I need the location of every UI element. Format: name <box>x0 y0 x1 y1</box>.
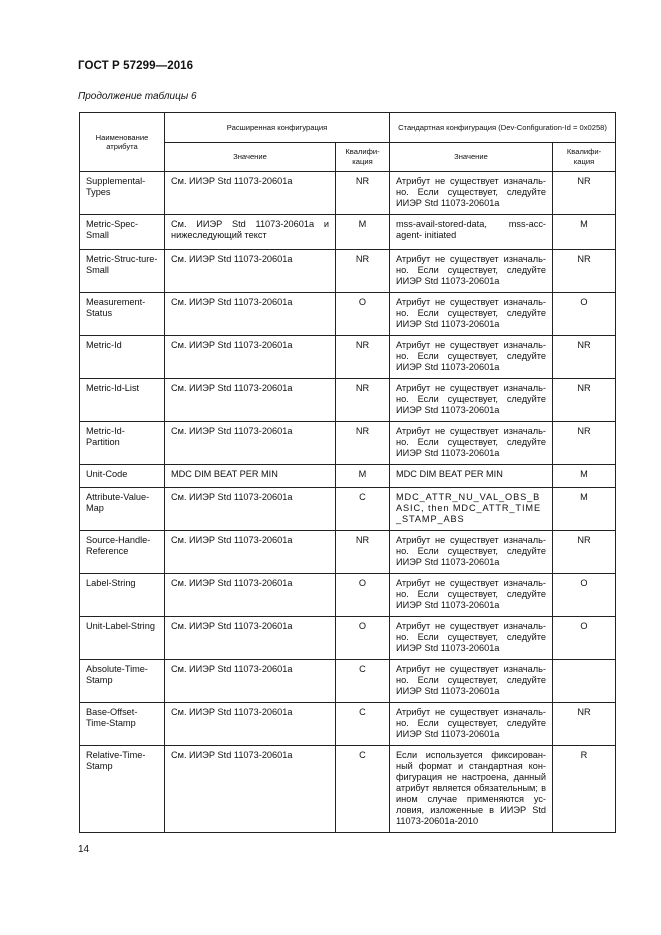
table-row <box>80 336 616 379</box>
attribute-name-cell: Metric-Id-List <box>80 379 165 422</box>
standard-qualification-cell: O <box>553 293 616 336</box>
standard-qualification-cell: NR <box>553 250 616 293</box>
table-row <box>80 465 616 488</box>
attribute-name-cell: Absolute-Time-Stamp <box>80 660 165 703</box>
standard-qualification-cell: NR <box>553 422 616 465</box>
standard-value-cell: MDC DIM BEAT PER MIN <box>390 465 553 488</box>
standard-value-cell: Атрибут не существует изначаль-но. Если существует, следуйте ИИЭР Std 11073-20601a <box>390 172 553 215</box>
attribute-name-cell: Unit-Code <box>80 465 165 488</box>
standard-qualification-cell: NR <box>553 531 616 574</box>
standard-value-cell: mss-avail-stored-data, mss-acc-agent- initiated <box>390 215 553 250</box>
extended-qualification-cell: C <box>336 703 390 746</box>
standard-value-cell: Атрибут не существует изначаль-но. Если существует, следуйте ИИЭР Std 11073-20601a <box>390 574 553 617</box>
table-row <box>80 574 616 617</box>
standard-value-cell: Атрибут не существует изначаль-но. Если существует, следуйте ИИЭР Std 11073-20601a <box>390 293 553 336</box>
extended-qualification-cell: NR <box>336 531 390 574</box>
table-continuation-caption: Продолжение таблицы 6 <box>78 91 197 102</box>
standard-qualification-cell: NR <box>553 703 616 746</box>
header-extended-config: Расширенная конфигурация <box>165 113 390 143</box>
extended-qualification-cell: O <box>336 293 390 336</box>
extended-qualification-cell: M <box>336 215 390 250</box>
header-attribute-name: Наименование атрибута <box>80 113 165 172</box>
table-row <box>80 488 616 531</box>
standard-value-cell: Атрибут не существует изначаль-но. Если существует, следуйте ИИЭР Std 11073-20601a <box>390 531 553 574</box>
standard-qualification-cell: M <box>553 488 616 531</box>
extended-qualification-cell: O <box>336 617 390 660</box>
attribute-name-cell: Metric-Struc-ture-Small <box>80 250 165 293</box>
table-row <box>80 422 616 465</box>
extended-value-cell: См. ИИЭР Std 11073-20601a <box>165 703 336 746</box>
standard-value-cell: Атрибут не существует изначаль-но. Если существует, следуйте ИИЭР Std 11073-20601a <box>390 336 553 379</box>
extended-qualification-cell: C <box>336 488 390 531</box>
header-extended-value: Значение <box>165 142 336 172</box>
extended-value-cell: См. ИИЭР Std 11073-20601a <box>165 531 336 574</box>
extended-value-cell: См. ИИЭР Std 11073-20601a <box>165 574 336 617</box>
standard-qualification-cell: R <box>553 746 616 833</box>
attribute-name-cell: Metric-Id-Partition <box>80 422 165 465</box>
extended-qualification-cell: O <box>336 574 390 617</box>
attribute-name-cell: Unit-Label-String <box>80 617 165 660</box>
standard-qualification-cell: M <box>553 465 616 488</box>
extended-value-cell: См. ИИЭР Std 11073-20601a <box>165 336 336 379</box>
table-row <box>80 215 616 250</box>
table-row <box>80 293 616 336</box>
attribute-name-cell: Attribute-Value-Map <box>80 488 165 531</box>
standard-value-cell: Атрибут не существует изначаль-но. Если существует, следуйте ИИЭР Std 11073-20601a <box>390 703 553 746</box>
extended-qualification-cell: M <box>336 465 390 488</box>
standard-qualification-cell: NR <box>553 379 616 422</box>
table-row <box>80 250 616 293</box>
attribute-name-cell: Supplemental-Types <box>80 172 165 215</box>
extended-value-cell: См. ИИЭР Std 11073-20601a <box>165 617 336 660</box>
extended-value-cell: См. ИИЭР Std 11073-20601a <box>165 172 336 215</box>
standard-value-cell: Атрибут не существует изначаль-но. Если существует, следуйте ИИЭР Std 11073-20601a <box>390 660 553 703</box>
table-row <box>80 379 616 422</box>
attribute-table <box>79 112 616 833</box>
standard-value-cell: Атрибут не существует изначаль-но. Если существует, следуйте ИИЭР Std 11073-20601a <box>390 250 553 293</box>
extended-qualification-cell: NR <box>336 172 390 215</box>
table-row <box>80 617 616 660</box>
standard-value-cell: Атрибут не существует изначаль-но. Если существует, следуйте ИИЭР Std 11073-20601a <box>390 617 553 660</box>
attribute-name-cell: Base-Offset-Time-Stamp <box>80 703 165 746</box>
standard-value-cell: Если используется фиксирован-ный формат и стандартная кон-фигурация не настроена, данный атрибут является обязательным; в ином случае применяются ус-ловия, изложенные в ИИЭР Std 11073-20601a-2010 <box>390 746 553 833</box>
standard-value-cell: MDC_ATTR_NU_VAL_OBS_BASIC, then MDC_ATTR_TIME_STAMP_ABS <box>390 488 553 531</box>
attribute-name-cell: Source-Handle-Reference <box>80 531 165 574</box>
page-number: 14 <box>78 844 90 855</box>
table-row <box>80 531 616 574</box>
extended-qualification-cell: C <box>336 746 390 833</box>
standard-qualification-cell: O <box>553 617 616 660</box>
header-standard-qualification: Квалифи-кация <box>553 142 616 172</box>
standard-qualification-cell: O <box>553 574 616 617</box>
header-extended-qualification: Квалифи-кация <box>336 142 390 172</box>
extended-value-cell: См. ИИЭР Std 11073-20601a <box>165 250 336 293</box>
extended-value-cell: См. ИИЭР Std 11073-20601a <box>165 293 336 336</box>
standard-value-cell: Атрибут не существует изначаль-но. Если существует, следуйте ИИЭР Std 11073-20601a <box>390 422 553 465</box>
extended-value-cell: См. ИИЭР Std 11073-20601a <box>165 660 336 703</box>
extended-qualification-cell: NR <box>336 422 390 465</box>
extended-qualification-cell: C <box>336 660 390 703</box>
extended-qualification-cell: NR <box>336 336 390 379</box>
table-header-row <box>80 113 616 143</box>
extended-qualification-cell: NR <box>336 379 390 422</box>
table-row <box>80 172 616 215</box>
table-row <box>80 746 616 833</box>
extended-value-cell: См. ИИЭР Std 11073-20601a <box>165 422 336 465</box>
table-row <box>80 660 616 703</box>
extended-value-cell: См. ИИЭР Std 11073-20601a <box>165 746 336 833</box>
standard-value-cell: Атрибут не существует изначаль-но. Если существует, следуйте ИИЭР Std 11073-20601a <box>390 379 553 422</box>
standard-qualification-cell: NR <box>553 172 616 215</box>
header-standard-value: Значение <box>390 142 553 172</box>
standard-qualification-cell: M <box>553 215 616 250</box>
attribute-name-cell: Metric-Spec-Small <box>80 215 165 250</box>
document-title: ГОСТ Р 57299—2016 <box>78 60 194 72</box>
attribute-name-cell: Metric-Id <box>80 336 165 379</box>
extended-value-cell: См. ИИЭР Std 11073-20601a <box>165 488 336 531</box>
header-standard-config: Стандартная конфигурация (Dev-Configuration-Id = 0x0258) <box>390 113 616 143</box>
extended-value-cell: См. ИИЭР Std 11073-20601a <box>165 379 336 422</box>
standard-qualification-cell <box>553 660 616 703</box>
extended-qualification-cell: NR <box>336 250 390 293</box>
extended-value-cell: MDC DIM BEAT PER MIN <box>165 465 336 488</box>
attribute-name-cell: Relative-Time-Stamp <box>80 746 165 833</box>
standard-qualification-cell: NR <box>553 336 616 379</box>
attribute-name-cell: Label-String <box>80 574 165 617</box>
table-row <box>80 703 616 746</box>
extended-value-cell: См. ИИЭР Std 11073-20601a и нижеследующий текст <box>165 215 336 250</box>
attribute-name-cell: Measurement-Status <box>80 293 165 336</box>
